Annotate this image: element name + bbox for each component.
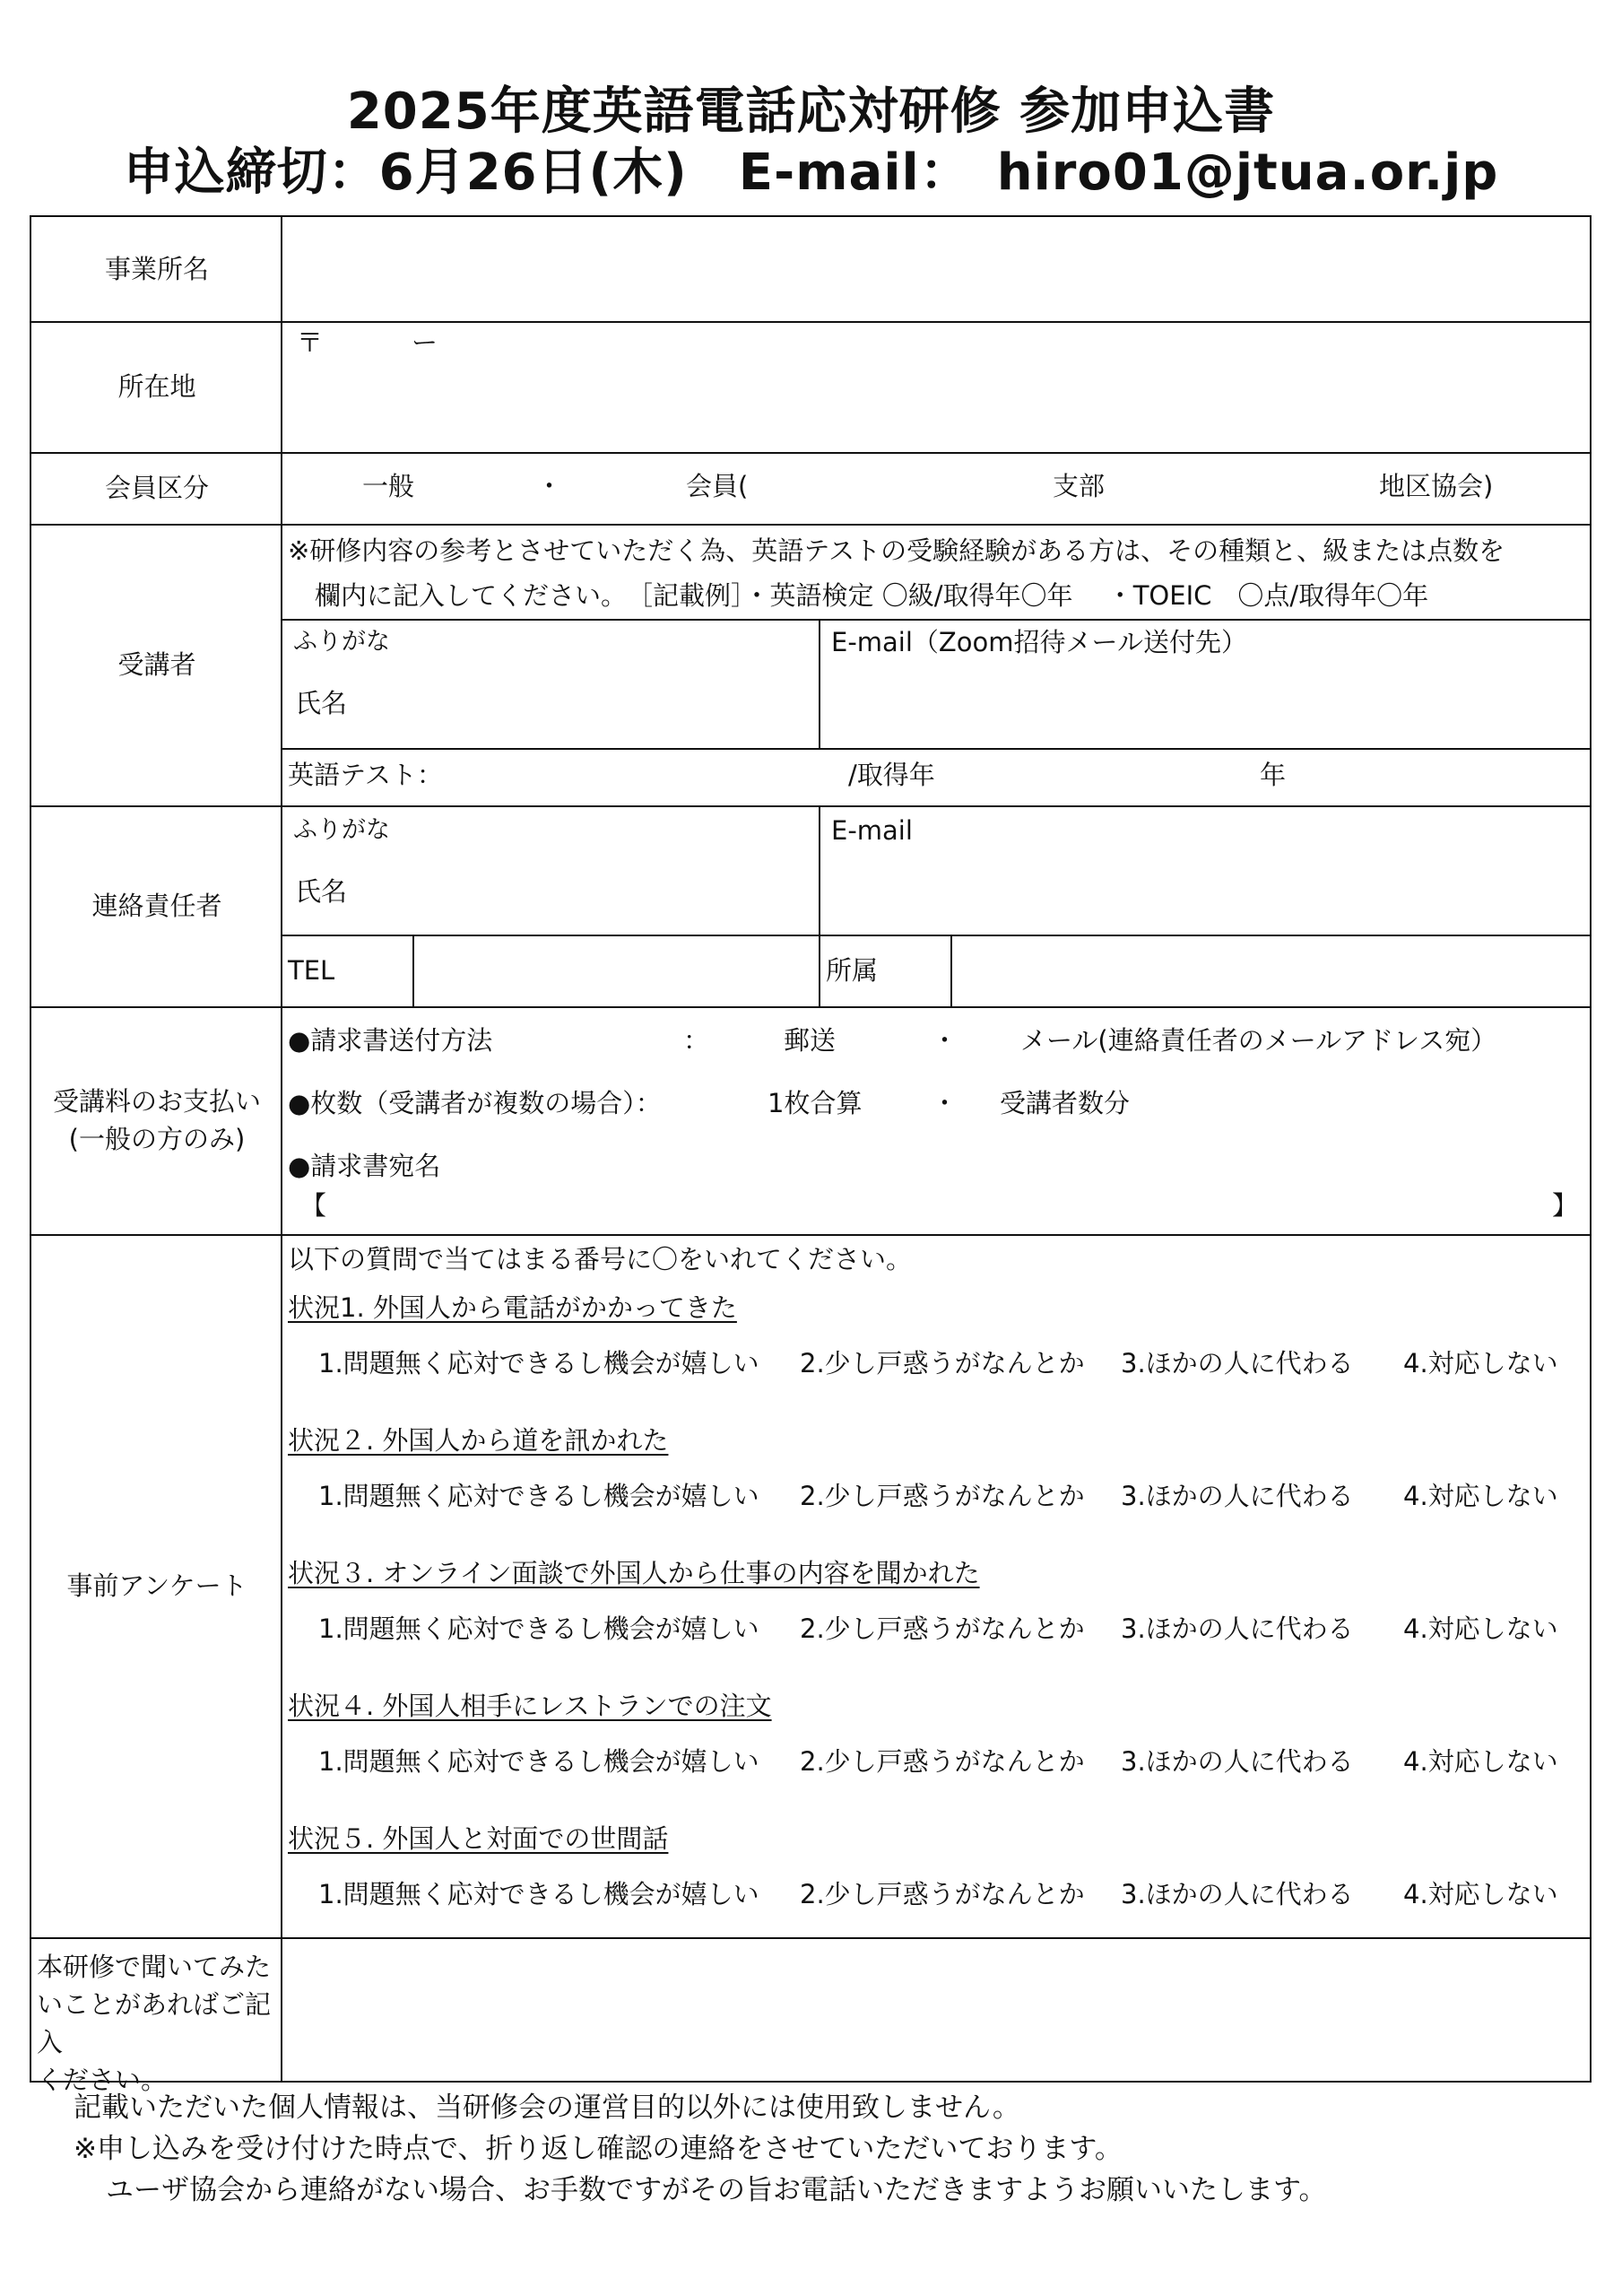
payment-label-line1: 受講料のお支払い [52, 1086, 261, 1117]
situation-1-option-2[interactable]: 2.少し戸惑うがなんとか [800, 1348, 1085, 1378]
contact-name-label: 氏名 [295, 876, 348, 907]
situation-5-option-4[interactable]: 4.対応しない [1403, 1879, 1558, 1909]
questions-field[interactable] [282, 1939, 1590, 2081]
deadline-line: 申込締切：6月26日(木) E-mail： hiro01@jtua.or.jp [123, 144, 1499, 202]
footer-confirmation: ※申し込みを受け付けた時点で、折り返し確認の連絡をさせていただいております。 [74, 2133, 1123, 2165]
trainee-email-label: E-mail（Zoom招待メール送付先） [831, 627, 1247, 657]
situation-2-option-1[interactable]: 1.問題無く応対できるし機会が嬉しい [318, 1481, 759, 1511]
situation-5-option-2[interactable]: 2.少し戸惑うがなんとか [800, 1879, 1085, 1909]
questions-label-line3: ください。 [37, 2065, 168, 2095]
invoice-addressee-field[interactable] [336, 1189, 1538, 1225]
situation-2-option-3[interactable]: 3.ほかの人に代わる [1121, 1481, 1354, 1511]
trainee-email-field[interactable] [820, 621, 1590, 748]
option-combined[interactable]: 1枚合算 [768, 1088, 863, 1118]
situation-5-option-3[interactable]: 3.ほかの人に代わる [1121, 1879, 1354, 1909]
affiliation-field[interactable] [952, 936, 1590, 1006]
trainee-note-1: ※研修内容の参考とさせていただく為、英語テストの受験経験がある方は、その種類と、級または点数を [288, 535, 1505, 566]
questions-label [37, 1948, 277, 2099]
footer-privacy: 記載いただいた個人情報は、当研修会の運営目的以外には使用致しません。 [74, 2092, 1020, 2124]
address-label: 所在地 [117, 371, 196, 402]
situation-1-option-4[interactable]: 4.対応しない [1403, 1348, 1558, 1378]
postal-mark: 〒 [297, 327, 324, 358]
tel-field[interactable] [414, 936, 817, 1006]
acquired-year-label: /取得年 [848, 760, 935, 790]
option-dot-2: ・ [932, 1088, 958, 1118]
trainee-furigana-label: ふりがな [293, 628, 390, 656]
situation-1-title: 状況1. 外国人から電話がかかってきた [288, 1292, 737, 1323]
situation-4-title: 状況４. 外国人相手にレストランでの注文 [288, 1691, 772, 1721]
trainee-note-2: 欄内に記入してください。 ［記載例］・英語検定 〇級/取得年〇年 ・TOEIC 〇点/取得年〇年 [315, 580, 1429, 611]
situation-4-option-1[interactable]: 1.問題無く応対できるし機会が嬉しい [318, 1746, 759, 1777]
membership-general[interactable]: 一般 [362, 471, 415, 501]
address-field[interactable] [282, 323, 1590, 452]
situation-5-title: 状況５. 外国人と対面での世間話 [288, 1823, 669, 1854]
situation-2-title: 状況２. 外国人から道を訊かれた [288, 1425, 669, 1456]
trainee-label: 受講者 [117, 649, 196, 680]
office-name-label: 事業所名 [104, 254, 209, 284]
membership-district: 地区協会) [1379, 471, 1494, 501]
footer-contact-note: ユーザ協会から連絡がない場合、お手数ですがその旨お電話いただきますようお願いいたします。 [106, 2174, 1327, 2206]
affiliation-label: 所属 [826, 955, 879, 986]
survey-label: 事前アンケート [66, 1570, 247, 1601]
survey-intro: 以下の質問で当てはまる番号に〇をいれてください。 [288, 1244, 913, 1274]
contact-furigana-label: ふりがな [293, 816, 390, 844]
option-dot: ・ [932, 1025, 958, 1056]
situation-3-title: 状況３. オンライン面談で外国人から仕事の内容を聞かれた [288, 1558, 980, 1588]
invoice-addressee-label: ●請求書宛名 [288, 1151, 441, 1181]
office-name-field[interactable] [282, 217, 1590, 321]
situation-3-option-4[interactable]: 4.対応しない [1403, 1613, 1558, 1644]
postal-dash: ー [412, 327, 438, 358]
invoice-count-label: ●枚数（受講者が複数の場合）： [288, 1088, 662, 1118]
contact-label: 連絡責任者 [91, 891, 222, 921]
contact-email-field[interactable] [820, 807, 1590, 935]
option-per-person[interactable]: 受講者数分 [1000, 1088, 1131, 1118]
payment-label-line2: (一般の方のみ) [68, 1124, 246, 1154]
option-post[interactable]: 郵送 [784, 1025, 837, 1056]
trainee-name-field[interactable] [282, 621, 817, 748]
bracket-open: 【 [300, 1190, 327, 1221]
contact-name-field[interactable] [282, 807, 817, 935]
membership-member[interactable]: 会員( [686, 471, 749, 501]
trainee-name-label: 氏名 [295, 688, 348, 718]
membership-branch: 支部 [1053, 471, 1106, 501]
year-label: 年 [1260, 760, 1287, 790]
situation-5-option-1[interactable]: 1.問題無く応対できるし機会が嬉しい [318, 1879, 759, 1909]
situation-3-option-3[interactable]: 3.ほかの人に代わる [1121, 1613, 1354, 1644]
invoice-method-colon: ： [683, 1025, 710, 1056]
option-mail[interactable]: メール(連絡責任者のメールアドレス宛） [1020, 1025, 1497, 1056]
page-title: 2025年度英語電話応対研修 参加申込書 [346, 83, 1276, 141]
contact-email-label: E-mail [831, 815, 913, 846]
membership-dot: ・ [536, 471, 563, 501]
application-form [30, 215, 1592, 2095]
bracket-close: 】 [1552, 1190, 1579, 1221]
situation-2-option-4[interactable]: 4.対応しない [1403, 1481, 1558, 1511]
situation-1-option-3[interactable]: 3.ほかの人に代わる [1121, 1348, 1354, 1378]
tel-label: TEL [288, 955, 335, 986]
membership-label: 会員区分 [104, 473, 209, 503]
situation-4-option-2[interactable]: 2.少し戸惑うがなんとか [800, 1746, 1085, 1777]
english-test-label: 英語テスト： [288, 760, 443, 790]
situation-4-option-3[interactable]: 3.ほかの人に代わる [1121, 1746, 1354, 1777]
questions-label-line2: いことがあればご記入 [37, 1989, 272, 2057]
situation-4-option-4[interactable]: 4.対応しない [1403, 1746, 1558, 1777]
invoice-method-label: ●請求書送付方法 [288, 1025, 493, 1056]
situation-3-option-2[interactable]: 2.少し戸惑うがなんとか [800, 1613, 1085, 1644]
situation-1-option-1[interactable]: 1.問題無く応対できるし機会が嬉しい [318, 1348, 759, 1378]
situation-3-option-1[interactable]: 1.問題無く応対できるし機会が嬉しい [318, 1613, 759, 1644]
situation-2-option-2[interactable]: 2.少し戸惑うがなんとか [800, 1481, 1085, 1511]
payment-label [31, 1006, 282, 1234]
questions-label-line1: 本研修で聞いてみた [37, 1952, 272, 1982]
